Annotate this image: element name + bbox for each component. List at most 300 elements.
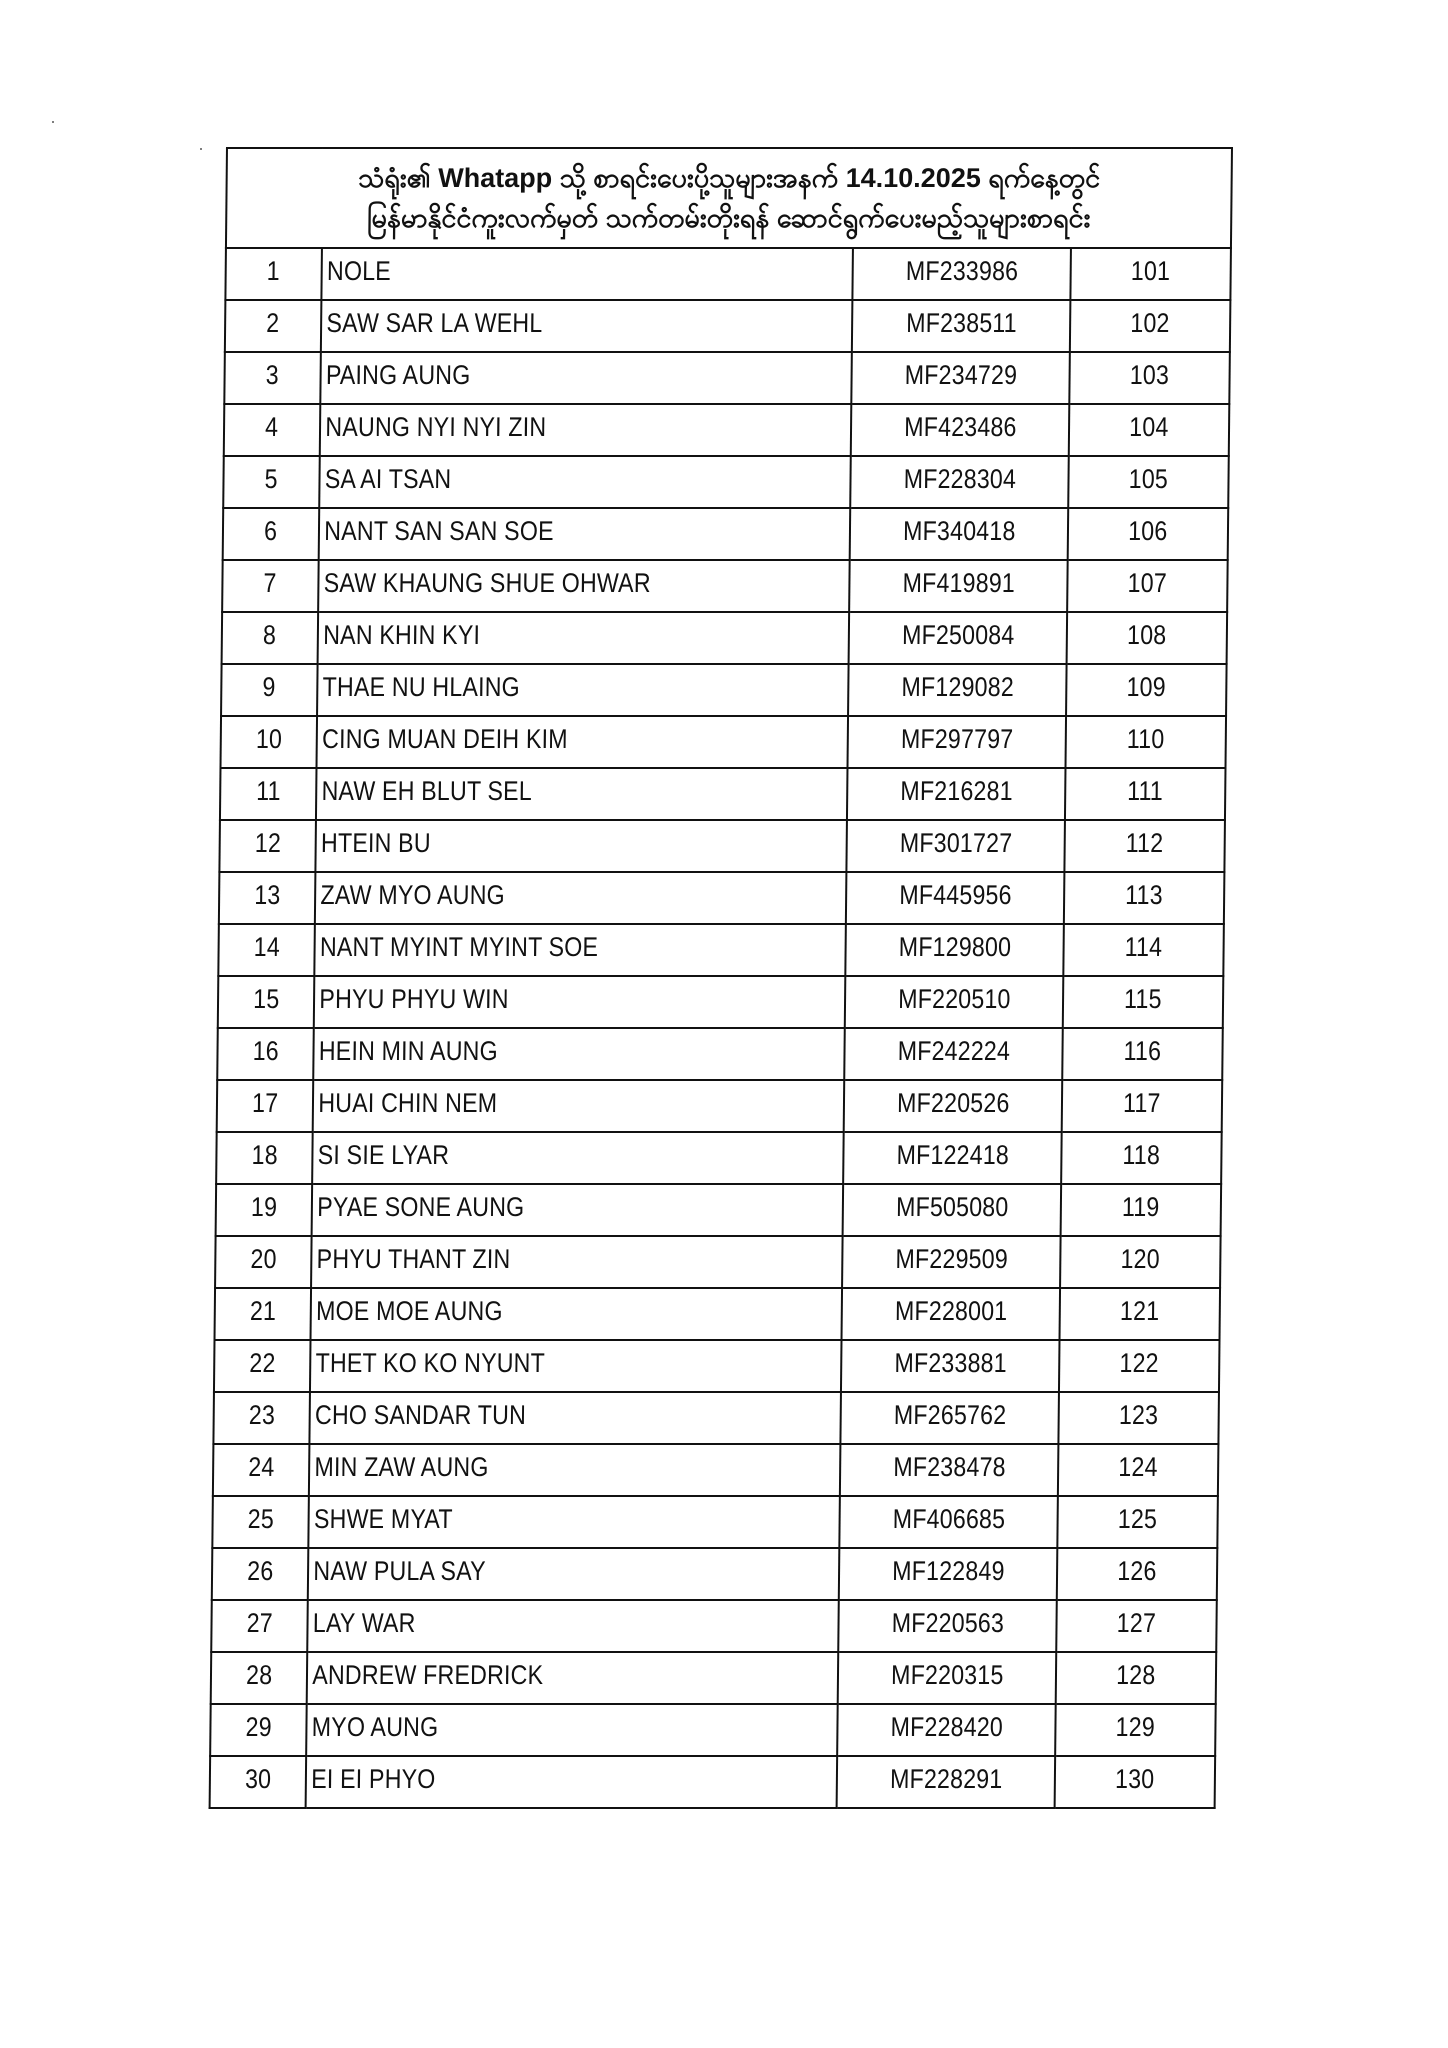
row-serial-code-wrapper [1058, 1497, 1216, 1533]
row-number: 14 [253, 932, 280, 962]
row-number-cell [222, 560, 319, 612]
row-serial-code-cell [1061, 1184, 1222, 1236]
row-serial-code-cell [1057, 1496, 1218, 1548]
table-row [215, 1236, 1221, 1288]
table-row [210, 1704, 1216, 1756]
row-passport-number-wrapper [840, 1497, 1056, 1533]
row-number-wrapper [219, 977, 313, 1013]
row-name: EI EI PHYO [311, 1764, 436, 1794]
row-passport-number-wrapper [846, 977, 1062, 1013]
row-serial-code-cell [1065, 768, 1226, 820]
row-name-wrapper [317, 769, 846, 805]
row-name-cell [315, 872, 847, 924]
table-row [224, 404, 1230, 456]
row-name-wrapper [319, 613, 848, 649]
row-number-cell [213, 1444, 310, 1496]
row-number-wrapper [211, 1705, 305, 1741]
row-number: 23 [248, 1400, 275, 1430]
row-passport-number: MF297797 [900, 724, 1014, 754]
table-row [223, 456, 1229, 508]
row-number-wrapper [216, 1289, 310, 1325]
row-passport-number-cell [842, 1288, 1061, 1340]
row-number: 17 [251, 1088, 279, 1118]
row-serial-code: 116 [1123, 1036, 1162, 1066]
row-number-cell [210, 1704, 307, 1756]
row-serial-code: 110 [1126, 724, 1165, 754]
row-passport-number: MF228291 [889, 1764, 1003, 1794]
row-serial-code-cell [1060, 1288, 1221, 1340]
row-serial-code-wrapper [1060, 1393, 1218, 1429]
row-passport-number-cell [850, 456, 1069, 508]
row-passport-number-wrapper [842, 1393, 1058, 1429]
row-name-cell [316, 716, 848, 768]
row-number: 7 [263, 568, 278, 598]
row-number: 21 [249, 1296, 277, 1326]
row-serial-code: 102 [1130, 308, 1170, 338]
row-name-cell [314, 976, 846, 1028]
row-passport-number-wrapper [848, 821, 1064, 857]
row-serial-code-wrapper [1070, 353, 1228, 389]
row-number: 28 [245, 1660, 273, 1690]
row-passport-number-wrapper [844, 1185, 1060, 1221]
row-name-wrapper [320, 509, 849, 545]
row-serial-code-wrapper [1061, 1237, 1219, 1273]
row-passport-number-wrapper [842, 1341, 1058, 1377]
row-name-wrapper [313, 1185, 842, 1221]
row-passport-number: MF234729 [904, 360, 1017, 390]
table-row [212, 1548, 1218, 1600]
row-serial-code-cell [1055, 1756, 1216, 1808]
row-passport-number-cell [838, 1600, 1057, 1652]
row-number: 9 [262, 672, 277, 702]
row-passport-number-cell [846, 872, 1065, 924]
row-name: NAW EH BLUT SEL [321, 776, 533, 806]
row-passport-number-wrapper [845, 1029, 1061, 1065]
row-number-wrapper [221, 821, 315, 857]
row-number: 5 [264, 464, 279, 494]
row-serial-code-cell [1056, 1600, 1217, 1652]
row-name: NANT MYINT MYINT SOE [319, 932, 599, 962]
row-name: ZAW MYO AUNG [320, 880, 506, 910]
row-number: 22 [249, 1348, 276, 1378]
row-serial-code-wrapper [1056, 1757, 1214, 1793]
row-serial-code-cell [1066, 664, 1227, 716]
row-number-wrapper [219, 925, 313, 961]
row-number-cell [214, 1340, 311, 1392]
row-passport-number-wrapper [838, 1705, 1054, 1741]
row-serial-code-wrapper [1069, 457, 1227, 493]
row-serial-code-wrapper [1064, 925, 1222, 961]
row-passport-number-wrapper [843, 1237, 1059, 1273]
row-passport-number-wrapper [850, 561, 1066, 597]
row-passport-number: MF122849 [891, 1556, 1005, 1586]
row-number-cell [223, 456, 320, 508]
row-serial-code: 112 [1125, 828, 1164, 858]
row-serial-code-cell [1058, 1392, 1219, 1444]
table-row [218, 976, 1224, 1028]
row-passport-number-cell [845, 924, 1064, 976]
row-serial-code-cell [1057, 1548, 1218, 1600]
row-name-wrapper [314, 1029, 843, 1065]
row-serial-code-wrapper [1056, 1705, 1214, 1741]
row-name-cell [315, 820, 847, 872]
row-name-wrapper [317, 821, 846, 857]
row-serial-code-wrapper [1068, 613, 1226, 649]
row-serial-code: 111 [1127, 776, 1164, 806]
row-number: 20 [250, 1244, 277, 1274]
table-header-row [226, 148, 1232, 248]
row-passport-number-wrapper [854, 249, 1070, 285]
table-row [210, 1756, 1216, 1808]
row-passport-number: MF505080 [895, 1192, 1009, 1222]
row-number-wrapper [222, 665, 316, 701]
row-serial-code-wrapper [1064, 977, 1222, 1013]
row-passport-number: MF228420 [890, 1712, 1003, 1742]
row-number-wrapper [215, 1393, 309, 1429]
row-serial-code-wrapper [1066, 769, 1224, 805]
table-row [222, 612, 1228, 664]
row-number-wrapper [212, 1653, 306, 1689]
row-serial-code-wrapper [1072, 249, 1230, 285]
row-number: 6 [264, 516, 278, 546]
row-number-wrapper [217, 1133, 311, 1169]
row-number-wrapper [216, 1237, 310, 1273]
row-serial-code-wrapper [1062, 1133, 1220, 1169]
row-name: SI SIE LYAR [317, 1140, 450, 1170]
row-name-cell [306, 1756, 838, 1808]
row-passport-number: MF220315 [890, 1660, 1004, 1690]
table-row [220, 768, 1226, 820]
row-serial-code: 129 [1115, 1712, 1156, 1742]
scan-artifact-dot [52, 121, 54, 123]
row-number-cell [224, 404, 321, 456]
row-serial-code: 106 [1128, 516, 1168, 546]
row-passport-number: MF340418 [902, 516, 1016, 546]
row-serial-code: 122 [1119, 1348, 1160, 1378]
table-row [216, 1132, 1222, 1184]
row-number-cell [217, 1080, 314, 1132]
row-passport-number: MF122418 [896, 1140, 1009, 1170]
row-serial-code-cell [1068, 508, 1229, 560]
row-serial-code: 118 [1122, 1140, 1161, 1170]
row-number: 8 [263, 620, 277, 650]
row-number: 27 [246, 1608, 273, 1638]
row-serial-code-wrapper [1063, 1081, 1221, 1117]
row-passport-number-cell [842, 1236, 1061, 1288]
row-number: 19 [250, 1192, 278, 1222]
row-serial-code-wrapper [1068, 561, 1226, 597]
row-passport-number-cell [843, 1132, 1062, 1184]
row-serial-code-cell [1062, 1028, 1223, 1080]
row-name-wrapper [319, 561, 848, 597]
row-serial-code-cell [1058, 1444, 1219, 1496]
row-name: NAN KHIN KYI [323, 620, 481, 650]
row-name-wrapper [315, 977, 844, 1013]
row-name-wrapper [309, 1497, 838, 1533]
row-name: PYAE SONE AUNG [317, 1192, 525, 1222]
row-passport-number: MF220526 [896, 1088, 1010, 1118]
row-passport-number-wrapper [841, 1445, 1057, 1481]
row-name-wrapper [311, 1393, 840, 1429]
row-name-cell [309, 1392, 841, 1444]
row-number-wrapper [225, 405, 319, 441]
row-name: LAY WAR [312, 1608, 416, 1638]
row-passport-number-cell [839, 1496, 1058, 1548]
row-passport-number-cell [852, 300, 1071, 352]
row-serial-code: 126 [1117, 1556, 1157, 1586]
row-name: PAING AUNG [325, 360, 471, 390]
row-passport-number-cell [837, 1756, 1056, 1808]
row-number-wrapper [226, 301, 320, 337]
row-serial-code: 127 [1116, 1608, 1157, 1638]
row-name-wrapper [310, 1445, 839, 1481]
row-passport-number-wrapper [839, 1601, 1055, 1637]
row-name: SAW SAR LA WEHL [326, 308, 543, 338]
row-name: NAUNG NYI NYI ZIN [325, 412, 547, 442]
row-name-wrapper [312, 1289, 841, 1325]
row-number-cell [218, 976, 315, 1028]
row-number: 29 [245, 1712, 272, 1742]
row-passport-number-cell [840, 1444, 1059, 1496]
row-number-wrapper [220, 873, 314, 909]
row-number: 15 [252, 984, 280, 1014]
row-passport-number: MF419891 [902, 568, 1015, 598]
row-number-cell [213, 1392, 310, 1444]
row-serial-code-cell [1063, 976, 1224, 1028]
row-passport-number: MF229509 [895, 1244, 1008, 1274]
row-passport-number: MF228001 [894, 1296, 1008, 1326]
row-number: 24 [247, 1452, 275, 1482]
row-number-cell [215, 1236, 312, 1288]
row-serial-code: 104 [1129, 412, 1169, 442]
row-name-wrapper [307, 1757, 836, 1793]
row-name: CHO SANDAR TUN [314, 1400, 527, 1430]
row-number-wrapper [213, 1549, 307, 1585]
row-name-wrapper [313, 1133, 842, 1169]
table-row [211, 1600, 1217, 1652]
row-name-wrapper [320, 457, 849, 493]
row-serial-code-cell [1055, 1704, 1216, 1756]
table-row [217, 1080, 1223, 1132]
row-number-cell [222, 612, 319, 664]
row-passport-number: MF216281 [899, 776, 1013, 806]
row-passport-number-cell [844, 1080, 1063, 1132]
row-passport-number: MF301727 [899, 828, 1013, 858]
row-name-cell [312, 1184, 844, 1236]
row-passport-number-wrapper [839, 1653, 1055, 1689]
row-passport-number-cell [840, 1392, 1059, 1444]
row-serial-code: 114 [1124, 932, 1163, 962]
row-serial-code: 130 [1115, 1764, 1155, 1794]
row-serial-code-wrapper [1057, 1601, 1215, 1637]
row-passport-number-wrapper [849, 717, 1065, 753]
row-number-cell [221, 664, 318, 716]
row-passport-number-wrapper [847, 873, 1063, 909]
row-passport-number-wrapper [838, 1757, 1054, 1793]
row-name-cell [309, 1444, 841, 1496]
row-name-cell [308, 1548, 840, 1600]
row-serial-code-cell [1065, 716, 1226, 768]
table-row [211, 1652, 1217, 1704]
row-name: PHYU THANT ZIN [316, 1244, 511, 1274]
row-serial-code-wrapper [1070, 405, 1228, 441]
row-serial-code-cell [1056, 1652, 1217, 1704]
row-number-wrapper [215, 1341, 309, 1377]
row-serial-code-wrapper [1060, 1341, 1218, 1377]
row-passport-number-cell [847, 768, 1066, 820]
row-name-wrapper [309, 1549, 838, 1585]
row-serial-code: 115 [1124, 984, 1163, 1014]
row-passport-number-cell [849, 612, 1068, 664]
row-name-cell [308, 1496, 840, 1548]
row-serial-code-cell [1070, 248, 1231, 300]
row-serial-code: 103 [1129, 360, 1170, 390]
row-serial-code: 120 [1120, 1244, 1161, 1274]
row-name-wrapper [316, 873, 845, 909]
row-serial-code-cell [1069, 352, 1230, 404]
row-passport-number-wrapper [852, 353, 1068, 389]
row-serial-code-cell [1061, 1132, 1222, 1184]
row-name: MIN ZAW AUNG [314, 1452, 489, 1482]
row-serial-code-wrapper [1063, 1029, 1221, 1065]
row-name: THAE NU HLAING [322, 672, 521, 702]
row-passport-number-wrapper [843, 1289, 1059, 1325]
row-number: 30 [244, 1764, 272, 1794]
row-passport-number-wrapper [845, 1081, 1061, 1117]
row-number-wrapper [224, 509, 318, 545]
row-passport-number-wrapper [846, 925, 1062, 961]
row-number-cell [220, 716, 317, 768]
row-number-wrapper [218, 1081, 312, 1117]
row-number-wrapper [227, 249, 321, 285]
row-name: PHYU PHYU WIN [319, 984, 509, 1014]
row-number-wrapper [225, 353, 319, 389]
row-name-cell [321, 300, 853, 352]
row-name-wrapper [314, 1081, 843, 1117]
row-name-cell [311, 1236, 843, 1288]
row-number-cell [215, 1288, 312, 1340]
table-row [221, 664, 1227, 716]
row-name-cell [307, 1652, 839, 1704]
row-serial-code-cell [1069, 404, 1230, 456]
row-passport-number-cell [841, 1340, 1060, 1392]
row-name: HUAI CHIN NEM [318, 1088, 498, 1118]
row-number-wrapper [211, 1757, 305, 1793]
row-passport-number-wrapper [840, 1549, 1056, 1585]
row-number-cell [217, 1028, 314, 1080]
row-serial-code: 101 [1130, 256, 1171, 286]
row-passport-number-cell [850, 508, 1069, 560]
row-passport-number: MF250084 [901, 620, 1015, 650]
row-passport-number-wrapper [851, 509, 1067, 545]
row-passport-number-wrapper [848, 769, 1064, 805]
row-number: 11 [255, 776, 281, 806]
row-serial-code-cell [1070, 300, 1231, 352]
row-passport-number-cell [851, 352, 1070, 404]
row-passport-number-cell [851, 404, 1070, 456]
table-row [223, 508, 1229, 560]
row-name-cell [321, 248, 853, 300]
row-name-wrapper [321, 353, 850, 389]
row-serial-code-wrapper [1065, 873, 1223, 909]
row-name-cell [312, 1132, 844, 1184]
table-row [218, 924, 1224, 976]
row-name: ANDREW FREDRICK [312, 1660, 544, 1690]
row-number-cell [224, 352, 321, 404]
table-title-cell [226, 148, 1232, 248]
row-number-wrapper [214, 1445, 308, 1481]
row-number-cell [225, 300, 322, 352]
row-serial-code: 108 [1127, 620, 1167, 650]
row-serial-code-cell [1063, 924, 1224, 976]
row-serial-code: 105 [1128, 464, 1169, 494]
row-name-cell [318, 612, 850, 664]
row-name-cell [306, 1704, 838, 1756]
row-name: MOE MOE AUNG [315, 1296, 503, 1326]
row-passport-number: MF265762 [893, 1400, 1007, 1430]
row-name-cell [313, 1028, 845, 1080]
row-number: 1 [267, 256, 281, 286]
row-passport-number: MF129800 [898, 932, 1011, 962]
row-serial-code: 119 [1121, 1192, 1160, 1222]
row-number-wrapper [213, 1497, 307, 1533]
row-serial-code: 109 [1126, 672, 1167, 702]
row-number: 25 [247, 1504, 274, 1534]
row-number-cell [210, 1756, 307, 1808]
row-passport-number: MF238478 [892, 1452, 1006, 1482]
row-name-cell [313, 1080, 845, 1132]
row-serial-code-wrapper [1058, 1549, 1216, 1585]
row-name-cell [317, 664, 849, 716]
row-passport-number-cell [839, 1548, 1058, 1600]
row-number-cell [225, 248, 322, 300]
row-passport-number: MF423486 [903, 412, 1017, 442]
row-number-wrapper [217, 1185, 311, 1221]
row-number: 16 [252, 1036, 279, 1066]
table-row [213, 1392, 1219, 1444]
row-number-wrapper [223, 561, 317, 597]
applicants-table [209, 147, 1233, 1809]
table-row [222, 560, 1228, 612]
row-number: 2 [266, 308, 280, 338]
row-number: 4 [265, 412, 279, 442]
table-row [219, 820, 1225, 872]
row-serial-code: 113 [1125, 880, 1164, 910]
row-serial-code-cell [1064, 820, 1225, 872]
row-passport-number-wrapper [853, 301, 1069, 337]
row-name-cell [314, 924, 846, 976]
table-row [224, 352, 1230, 404]
row-number-cell [211, 1600, 308, 1652]
row-number: 18 [251, 1140, 278, 1170]
row-name: HTEIN BU [320, 828, 431, 858]
table-row [213, 1444, 1219, 1496]
row-passport-number-cell [845, 976, 1064, 1028]
row-number-cell [216, 1184, 313, 1236]
row-number-cell [219, 872, 316, 924]
row-number: 13 [253, 880, 281, 910]
scan-artifact-dot [200, 148, 202, 150]
row-serial-code: 107 [1127, 568, 1168, 598]
row-passport-number-cell [849, 560, 1068, 612]
row-number: 3 [265, 360, 280, 390]
row-number: 26 [246, 1556, 274, 1586]
row-serial-code: 123 [1118, 1400, 1159, 1430]
row-serial-code: 121 [1120, 1296, 1160, 1326]
row-passport-number-wrapper [844, 1133, 1060, 1169]
row-passport-number-wrapper [851, 457, 1067, 493]
row-name-cell [318, 560, 850, 612]
